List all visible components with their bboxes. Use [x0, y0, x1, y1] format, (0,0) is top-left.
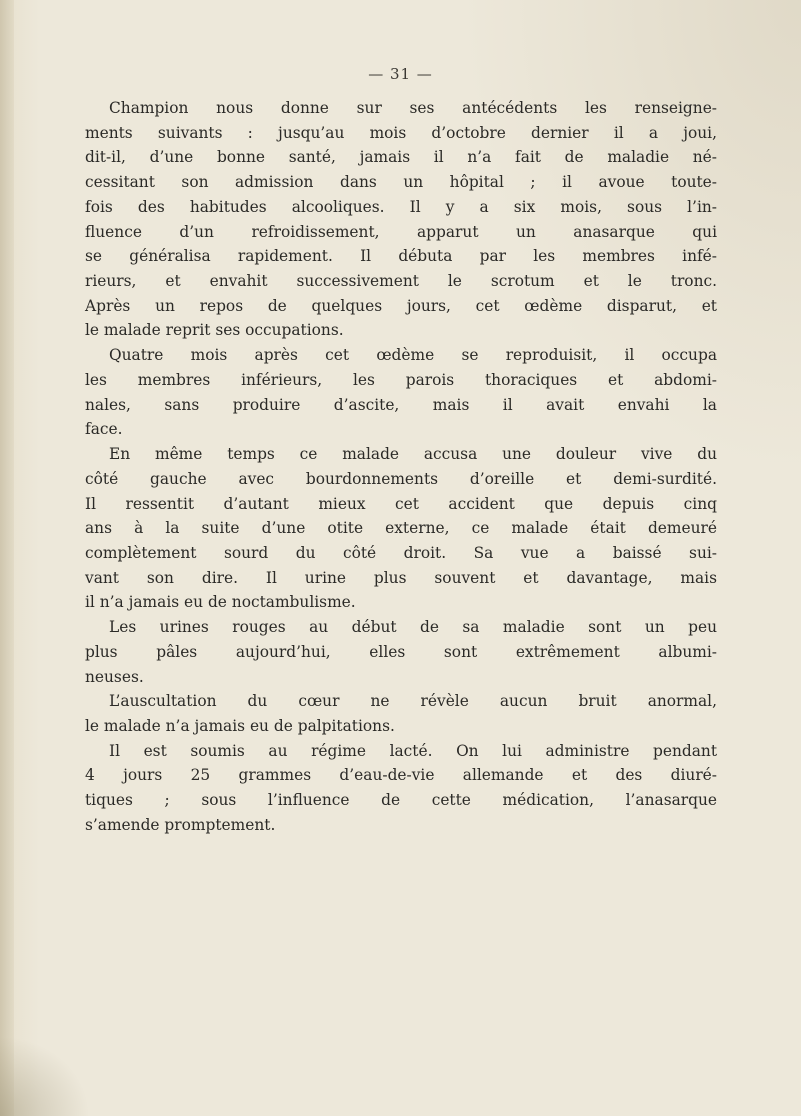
text-line: 4 jours 25 grammes d’eau-de-vie allemande et des diuré- [85, 766, 717, 785]
text-line: nales, sans produire d’ascite, mais il avait envahi la [85, 395, 717, 414]
page-corner-stain [0, 1036, 90, 1116]
paragraph [85, 739, 717, 838]
text-line: Il est soumis au régime lacté. On lui administre pendant [109, 741, 717, 760]
page-binding-edge [0, 0, 14, 1116]
text-line: neuses. [85, 667, 144, 686]
text-line: Quatre mois après cet œdème se reproduisit, il occupa [109, 346, 717, 365]
paragraph [85, 442, 717, 615]
text-line: vant son dire. Il urine plus souvent et davantage, mais [85, 568, 717, 587]
text-line: Il ressentit d’autant mieux cet accident que depuis cinq [85, 494, 717, 513]
text-line: En même temps ce malade accusa une douleur vive du [109, 445, 717, 464]
text-line: côté gauche avec bourdonnements d’oreille et demi-surdité. [85, 469, 717, 488]
text-line: les membres inférieurs, les parois thoraciques et abdomi- [85, 370, 717, 389]
text-line: il n’a jamais eu de noctambulisme. [85, 593, 356, 612]
text-line: Après un repos de quelques jours, cet œdème disparut, et [85, 296, 717, 315]
text-line: fois des habitudes alcooliques. Il y a six mois, sous l’in- [85, 197, 717, 216]
text-line: le malade n’a jamais eu de palpitations. [85, 716, 395, 735]
text-line: s’amende promptement. [85, 815, 276, 834]
text-line: fluence d’un refroidissement, apparut un anasarque qui [85, 222, 717, 241]
text-line: rieurs, et envahit successivement le scrotum et le tronc. [85, 272, 717, 291]
body-text [85, 96, 717, 838]
text-line: face. [85, 420, 123, 439]
text-line: complètement sourd du côté droit. Sa vue a baissé sui- [85, 543, 717, 562]
text-line: Les urines rouges au début de sa maladie sont un peu [109, 618, 717, 637]
text-line: cessitant son admission dans un hôpital ; il avoue toute- [85, 173, 717, 192]
text-line: tiques ; sous l’influence de cette médication, l’anasarque [85, 791, 717, 810]
paragraph [85, 615, 717, 689]
text-line: plus pâles aujourd’hui, elles sont extrêmement albumi- [85, 642, 717, 661]
paragraph [85, 343, 717, 442]
text-line: ments suivants : jusqu’au mois d’octobre dernier il a joui, [85, 123, 717, 142]
text-line: Champion nous donne sur ses antécédents les renseigne- [109, 99, 717, 117]
text-line: se généralisa rapidement. Il débuta par les membres infé- [85, 247, 717, 266]
text-line: le malade reprit ses occupations. [85, 321, 344, 340]
text-line: dit-il, d’une bonne santé, jamais il n’a fait de maladie né- [85, 148, 717, 167]
paragraph [85, 689, 717, 738]
text-line: L’auscultation du cœur ne révèle aucun bruit anormal, [109, 692, 717, 711]
text-line: ans à la suite d’une otite externe, ce malade était demeuré [85, 519, 717, 538]
paragraph [85, 96, 717, 343]
page-number: — 31 — [368, 65, 433, 83]
